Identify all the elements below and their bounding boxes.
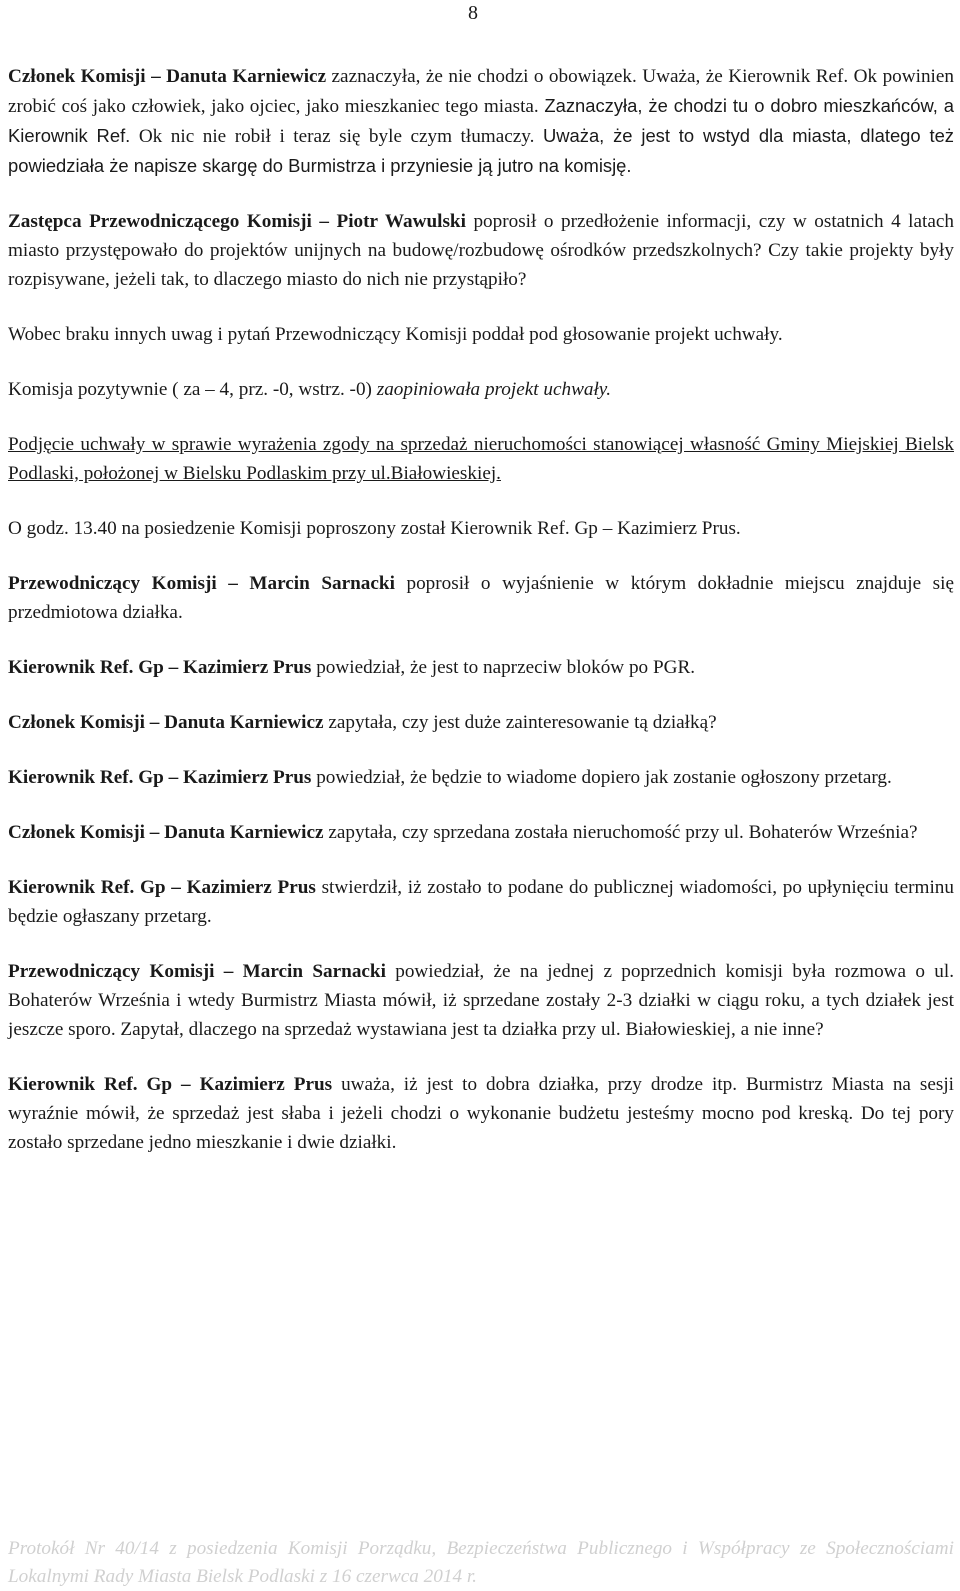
text-run: uważa, iż jest to dobra działka, przy drodze itp. Burmistrz Miasta na sesji wyraźnie mówił, że sprzedaż jest słaba i jeżeli chodzi o wykonanie budżetu jesteśmy mocno pod kreską. Do tej pory zostało sprzedane jedno mieszkanie i dwie działki. — [8, 1074, 954, 1153]
speaker-name: Członek Komisji – Danuta Karniewicz — [8, 66, 327, 87]
paragraph-p6 — [8, 514, 954, 543]
text-run: Zaznaczyła, że chodzi tu o dobro mieszkańców, a Kierownik Ref. — [8, 95, 954, 146]
paragraph-p9 — [8, 708, 954, 737]
text-run: powiedział, że jest to naprzeciw bloków po PGR. — [311, 657, 696, 678]
document-body — [8, 62, 954, 1157]
text-run: powiedział, że będzie to wiadome dopiero jak zostanie ogłoszony przetarg. — [311, 767, 892, 788]
page-number: 8 — [468, 2, 478, 24]
text-run: zaznaczyła, że nie chodzi o obowiązek. Uważa, że Kierownik Ref. Ok powinien zrobić coś jako człowiek, jako ojciec, jako mieszkaniec tego miasta. — [8, 66, 954, 117]
paragraph-p8 — [8, 653, 954, 682]
speaker-name: Przewodniczący Komisji – Marcin Sarnacki — [8, 961, 386, 982]
paragraph-p2 — [8, 207, 954, 294]
italic-text: zaopiniowała projekt uchwały. — [376, 379, 612, 400]
paragraph-p12 — [8, 873, 954, 931]
text-run: Komisja pozytywnie ( za – 4, prz. -0, wstrz. -0) — [8, 379, 377, 400]
paragraph-p11 — [8, 818, 954, 847]
footer: Protokół Nr 40/14 z posiedzenia Komisji Porządku, Bezpieczeństwa Publicznego i Współpracy ze Społecznościami Lokalnymi Rady Miasta Bielsk Podlaski z 16 czerwca 2014 r. — [8, 1538, 954, 1587]
text-run: powiedział, że na jednej z poprzednich komisji była rozmowa o ul. Bohaterów Września i wtedy Burmistrz Miasta mówił, iż sprzedane zostały 2-3 działki w ciągu roku, a tych działek jest jeszcze sporo. Zapytał, dlaczego na sprzedaż wystawiana jest ta działka przy ul. Białowieskiej, a nie inne? — [8, 961, 954, 1040]
text-run: Wobec braku innych uwag i pytań Przewodniczący Komisji poddał pod głosowanie projekt uchwały. — [8, 324, 783, 345]
paragraph-p14 — [8, 1070, 954, 1157]
text-run: Ok nic nie robił i teraz się byle czym tłumaczy. — [130, 126, 543, 147]
text-run: stwierdził, iż zostało to podane do publicznej wiadomości, po upłynięciu terminu będzie ogłaszany przetarg. — [8, 877, 954, 927]
text-run: poprosił o wyjaśnienie w którym dokładnie miejscu znajduje się przedmiotowa działka. — [8, 573, 954, 623]
text-run: zapytała, czy sprzedana została nieruchomość przy ul. Bohaterów Września? — [323, 822, 918, 843]
text-run: Uważa, że jest to wstyd dla miasta, dlatego też powiedziała że napisze skargę do Burmistrza i przyniesie ją jutro na komisję. — [8, 125, 955, 176]
speaker-name: Przewodniczący Komisji – Marcin Sarnacki — [8, 573, 395, 594]
speaker-name: Kierownik Ref. Gp – Kazimierz Prus — [8, 767, 312, 788]
paragraph-p1 — [8, 62, 954, 181]
text-run: zapytała, czy jest duże zainteresowanie tą działką? — [323, 712, 717, 733]
speaker-name: Członek Komisji – Danuta Karniewicz — [8, 712, 324, 733]
text-run: poprosił o przedłożenie informacji, czy w ostatnich 4 latach miasto przystępowało do projektów unijnych na budowę/rozbudowę ośrodków przedszkolnych? Czy takie projekty były rozpisywane, jeżeli tak, to dlaczego miasto do nich nie przystąpiło? — [8, 211, 954, 290]
speaker-name: Członek Komisji – Danuta Karniewicz — [8, 822, 324, 843]
speaker-name: Kierownik Ref. Gp – Kazimierz Prus — [8, 657, 312, 678]
paragraph-p10 — [8, 763, 954, 792]
paragraph-p3 — [8, 320, 954, 349]
text-run: O godz. 13.40 na posiedzenie Komisji poproszony został Kierownik Ref. Gp – Kazimierz Prus. — [8, 518, 741, 539]
paragraph-p4 — [8, 375, 954, 404]
speaker-name: Kierownik Ref. Gp – Kazimierz Prus — [8, 877, 316, 898]
paragraph-p5 — [8, 430, 954, 488]
paragraph-p7 — [8, 569, 954, 627]
paragraph-p13 — [8, 957, 954, 1044]
agenda-item-heading: Podjęcie uchwały w sprawie wyrażenia zgody na sprzedaż nieruchomości stanowiącej własność Gminy Miejskiej Bielsk Podlaski, położonej w Bielsku Podlaskim przy ul.Białowieskiej. — [8, 434, 954, 484]
speaker-name: Zastępca Przewodniczącego Komisji – Piotr Wawulski — [8, 211, 466, 232]
speaker-name: Kierownik Ref. Gp – Kazimierz Prus — [8, 1074, 333, 1095]
